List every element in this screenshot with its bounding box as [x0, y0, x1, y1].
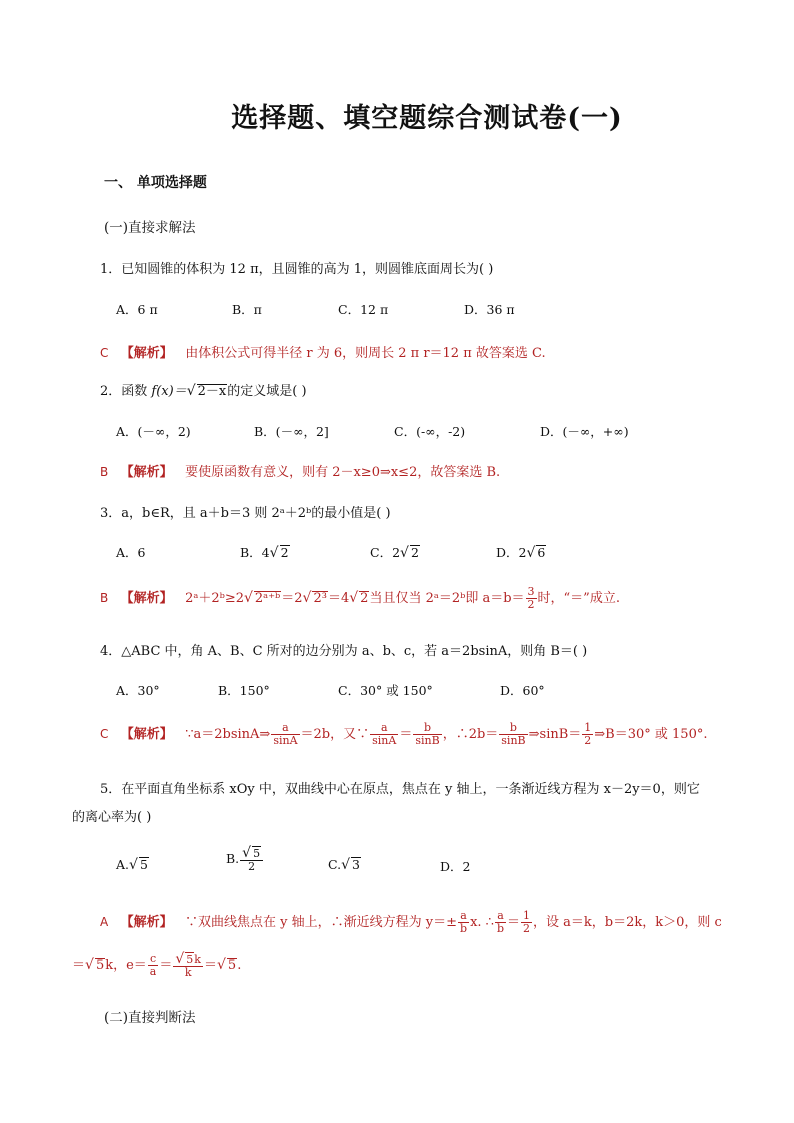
q4-option-d: D．60°	[500, 683, 545, 698]
q2-option-d: D．(－∞，+∞)	[540, 424, 629, 439]
q4-solution: C 【解析】 ∵a＝2bsinA⇒ $\frac{a}{\sin A}$ ＝2b，又∵ $\frac{a}{\sin A}$ ＝ $\frac{b}{\sin B}$ ，∴2b＝ $\frac{b}{\sin B}$ ⇒sinB＝ $\frac{1}{2}$ ⇒B＝30° 或 150°.	[100, 721, 708, 747]
q4-option-c: C．30° 或 150°	[338, 683, 433, 698]
q3-option-a: A．6	[116, 545, 146, 560]
question-1-stem: 1．已知圆锥的体积为 12 π，且圆锥的高为 1，则圆锥底面周长为( )	[100, 262, 494, 277]
q3-option-b: B．4√ 2	[240, 545, 289, 561]
q5-solution-line1: A 【解析】 ∵双曲线焦点在 y 轴上，∴渐近线方程为 y＝± $\frac{a}{b}$ x. ∴ $\frac{a}{b}$ ＝ $\frac{1}{2}$ ，设 a＝k，b＝2k，k＞0，则 c	[100, 909, 722, 935]
q2-option-b: B．(－∞，2]	[254, 424, 329, 439]
section-heading: 一、 单项选择题	[104, 175, 207, 191]
q4-option-a: A．30°	[116, 683, 160, 698]
q5-solution-line2: ＝√ 5k，e＝ $\frac{c}{a}$ ＝ $\frac{√ 5k}{k}$ ＝√ 5.	[72, 951, 242, 979]
q2-option-a: A．(－∞，2)	[116, 424, 191, 439]
question-3-stem: 3．a，b∈R，且 a＋b＝3 则 2ᵃ＋2ᵇ的最小值是( )	[100, 506, 391, 521]
question-4-stem: 4．△ABC 中，角 A、B、C 所对的边分别为 a、b、c，若 a＝2bsinA，则角 B＝( )	[100, 644, 588, 659]
q2-option-c: C．(-∞，-2)	[394, 424, 466, 439]
q1-option-d: D．36 π	[464, 302, 515, 317]
page-title: 选择题、填空题综合测试卷(一)	[231, 103, 623, 134]
q1-option-b: B．π	[232, 302, 262, 317]
solution-text: 由体积公式可得半径 r 为 6，则周长 2 π r＝12 π 故答案选 C.	[185, 346, 546, 361]
q5-option-d: D．2	[440, 859, 471, 874]
question-5-stem-line2: 的离心率为( )	[72, 810, 152, 825]
q2-solution: B 【解析】 要使原函数有意义，则有 2－x≥0⇒x≤2，故答案选 B.	[100, 465, 501, 480]
q4-option-b: B．150°	[218, 683, 270, 698]
answer-letter: C	[100, 346, 109, 360]
q1-solution	[100, 342, 546, 361]
subsection-heading-2: (二)直接判断法	[104, 1010, 196, 1026]
analysis-tag: 【解析】	[120, 346, 173, 361]
q5-option-c: C.√ 3	[328, 857, 360, 873]
q5-option-a: A.√ 5	[116, 857, 148, 873]
q5-option-b: B. $\frac{√ 5}{2}$	[226, 846, 264, 873]
q1-option-c: C．12 π	[338, 302, 389, 317]
q1-option-a: A．6 π	[116, 302, 158, 317]
q3-option-d: D．2√ 6	[496, 545, 546, 561]
question-2-stem: 2．函数 f(x)＝√ 2－x的定义域是( )	[100, 383, 307, 399]
q3-solution: B 【解析】 2ᵃ＋2ᵇ≥2√ 2ᵃ⁺ᵇ＝2√ 2³＝4√ 2当且仅当 2ᵃ＝2ᵇ即 a＝b＝ $\frac{3}{2}$ 时，“＝”成立.	[100, 585, 620, 611]
subsection-heading: (一)直接求解法	[104, 220, 196, 236]
q3-option-c: C．2√ 2	[370, 545, 419, 561]
question-5-stem-line1: 5．在平面直角坐标系 xOy 中，双曲线中心在原点，焦点在 y 轴上，一条渐近线方程为 x－2y＝0，则它	[100, 782, 700, 797]
